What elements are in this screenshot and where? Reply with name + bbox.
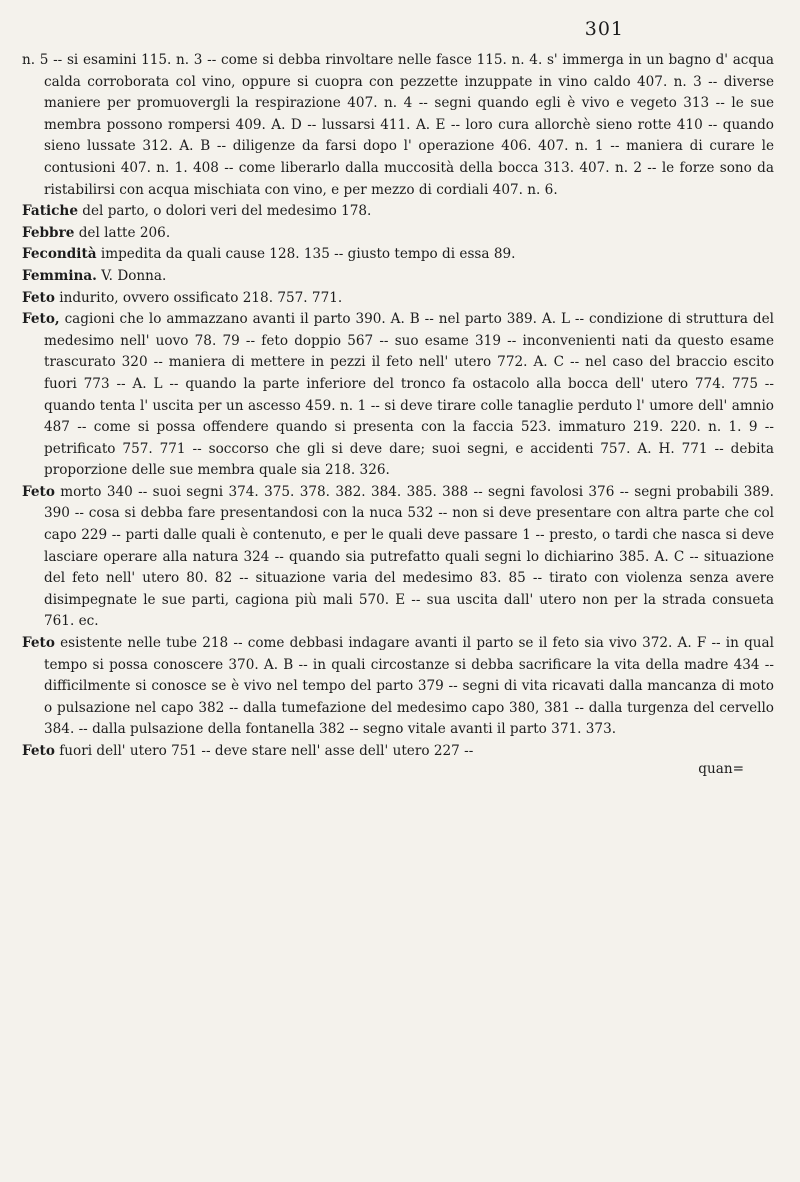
entry-text: indurito, ovvero ossificato 218. 757. 771. <box>54 289 343 306</box>
entry-headword: Femmina. <box>22 267 97 284</box>
index-entry <box>22 50 774 201</box>
entry-headword: Feto <box>22 635 55 652</box>
index-entry <box>22 266 774 288</box>
entry-text: n. 5 -- si esamini 115. n. 3 -- come si debba rinvoltare nelle fasce 115. n. 4. s' immerga in un bagno d' acqua calda corroborata col vino, oppure si cuopra con pezzette inzuppate in vino caldo 407. n. 3 -- diverse maniere per promuovergli la respirazione 407. n. 4 -- segni quando egli è vivo e vegeto 313 -- le sue membra possono rompersi 409. A. D -- lussarsi 411. A. E -- loro cura allorchè sieno rotte 410 -- quando sieno lussate 312. A. B -- diligenze da farsi dopo l' operazione 406. 407. n. 1 -- maniera di curare le contusioni 407. n. 1. 408 -- come liberarlo dalla muccosità della bocca 313. 407. n. 2 -- le forze sono da ristabilirsi con acqua mischiata con vino, e per mezzo di cordiali 407. n. 6. <box>22 52 774 198</box>
index-entry <box>22 482 774 633</box>
index-entry <box>22 633 774 741</box>
index-entry <box>22 288 774 310</box>
entry-text: del latte 206. <box>74 224 171 241</box>
entry-headword: Feto <box>22 289 55 306</box>
entry-headword: Feto, <box>22 311 60 328</box>
entry-text: fuori dell' utero 751 -- deve stare nell' asse dell' utero 227 -- <box>54 743 474 759</box>
entry-text: del parto, o dolori veri del medesimo 178. <box>77 203 372 220</box>
index-entry <box>22 309 774 482</box>
catchword: quan= <box>698 760 744 777</box>
entry-headword: Febbre <box>22 224 75 241</box>
entry-text: cagioni che lo ammazzano avanti il parto 390. A. B -- nel parto 389. A. L -- condizione di struttura del medesimo nell' uovo 78. 79 -- feto doppio 567 -- suo esame 319 -- inconvenienti nati da questo esame trascurato 320 -- maniera di mettere in pezzi il feto nell' utero 772. A. C -- nel caso del braccio escito fuori 773 -- A. L -- quando la parte inferiore del tronco fa ostacolo alla bocca dell' utero 774. 775 -- quando tenta l' uscita per un ascesso 459. n. 1 -- si deve tirare colle tanaglie perduto l' umore dell' amnio 487 -- come si possa offendere quando si presenta con la faccia 523. immaturo 219. 220. n. 1. 9 -- petrificato 757. 771 -- soccorso che gli si deve dare; suoi segni, e accidenti 757. A. H. 771 -- debita proporzione delle sue membra quale sia 218. 326. <box>44 311 774 479</box>
entry-headword: Feto <box>22 483 55 500</box>
entry-text: morto 340 -- suoi segni 374. 375. 378. 382. 384. 385. 388 -- segni favolosi 376 -- segni probabili 389. 390 -- cosa si debba fare presentandosi con la nuca 532 -- non si deve presentare con altra parte che col capo 229 -- parti dalle quali è contenuto, e per le quali deve passare 1 -- presto, o tardi che nasca si deve lasciare operare alla natura 324 -- quando sia putrefatto quali segni lo dichiarino 385. A. C -- situazione del feto nell' utero 80. 82 -- situazione varia del medesimo 83. 85 -- tirato con violenza senza avere disimpegnate le sue parti, cagiona più mali 570. E -- sua uscita dall' utero non per la strada consueta 761. ec. <box>44 483 774 630</box>
index-text <box>22 50 774 763</box>
index-entry <box>22 244 774 266</box>
entry-headword: Fatiche <box>22 203 78 220</box>
entry-text: impedita da quali cause 128. 135 -- giusto tempo di essa 89. <box>96 246 516 263</box>
page-number: 301 <box>584 18 624 40</box>
index-entry <box>22 223 774 245</box>
index-entry <box>22 201 774 223</box>
entry-headword: Fecondità <box>22 246 97 263</box>
index-entry <box>22 741 774 763</box>
entry-text: V. Donna. <box>96 267 167 284</box>
entry-text: esistente nelle tube 218 -- come debbasi indagare avanti il parto se il feto sia vivo 372. A. F -- in qual tempo si possa conoscere 370. A. B -- in quali circostanze si debba sacrificare la vita della madre 434 -- difficilmente si conosce se è vivo nel tempo del parto 379 -- segni di vita ricavati dalla mancanza di moto o pulsazione nel capo 382 -- dalla tumefazione del medesimo capo 380, 381 -- dalla turgenza del cervello 384. -- dalla pulsazione della fontanella 382 -- segno vitale avanti il parto 371. 373. <box>44 635 774 738</box>
entry-headword: Feto <box>22 743 55 759</box>
